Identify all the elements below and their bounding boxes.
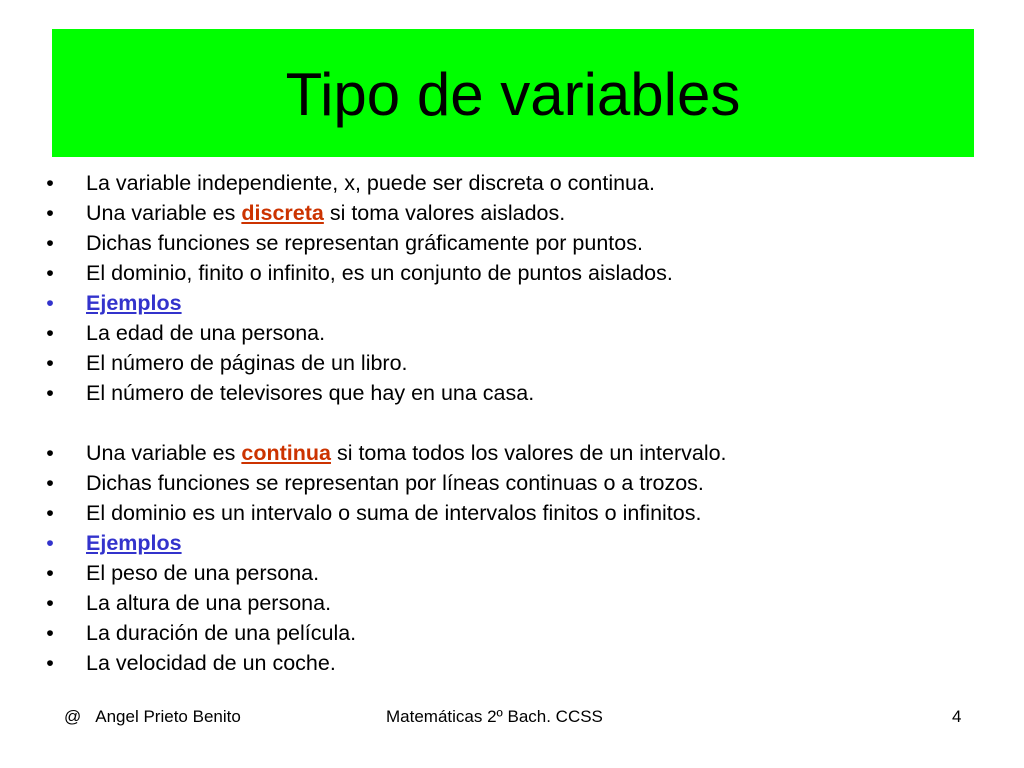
list-item <box>44 468 727 498</box>
bullet-text: La variable independiente, x, puede ser discreta o continua. <box>86 171 655 195</box>
bullet-icon: • <box>46 291 54 315</box>
bullet-icon: • <box>46 591 54 615</box>
list-item <box>44 198 727 228</box>
list-item <box>44 498 727 528</box>
bullet-icon: • <box>46 471 54 495</box>
bullet-icon: • <box>46 201 54 225</box>
list-item-examples <box>44 528 727 558</box>
bullet-icon: • <box>46 531 54 555</box>
list-item <box>44 168 727 198</box>
bullet-text: Una variable es <box>86 441 242 465</box>
bullet-icon: • <box>46 261 54 285</box>
page-number: 4 <box>952 707 962 726</box>
list-item <box>44 588 727 618</box>
bullet-text: El dominio es un intervalo o suma de intervalos finitos o infinitos. <box>86 501 702 525</box>
author-name: Angel Prieto Benito <box>95 707 241 726</box>
bullet-icon: • <box>46 561 54 585</box>
at-icon: @ <box>64 707 82 726</box>
examples-link[interactable]: Ejemplos <box>86 531 182 555</box>
term-discreta: discreta <box>241 201 324 225</box>
example-text: La duración de una película. <box>86 621 357 645</box>
examples-link[interactable]: Ejemplos <box>86 291 182 315</box>
bullet-text: Dichas funciones se representan por líneas continuas o a trozos. <box>86 471 704 495</box>
bullet-list <box>44 168 727 678</box>
list-item <box>44 378 727 408</box>
bullet-text: si toma valores aislados. <box>323 201 566 225</box>
example-text: La altura de una persona. <box>86 591 332 615</box>
footer-author <box>64 707 241 727</box>
bullet-icon: • <box>46 501 54 525</box>
list-item <box>44 348 727 378</box>
slide-title: Tipo de variables <box>285 61 741 128</box>
list-item <box>44 558 727 588</box>
bullet-icon: • <box>46 171 54 195</box>
list-item-examples <box>44 288 727 318</box>
list-item <box>44 228 727 258</box>
list-spacer <box>44 408 727 438</box>
example-text: El número de páginas de un libro. <box>86 351 408 375</box>
title-banner <box>52 29 974 157</box>
bullet-icon: • <box>46 621 54 645</box>
bullet-icon: • <box>46 651 54 675</box>
footer-course: Matemáticas 2º Bach. CCSS <box>386 707 603 726</box>
bullet-text: Dichas funciones se representan gráficamente por puntos. <box>86 231 643 255</box>
list-item <box>44 648 727 678</box>
list-item <box>44 438 727 468</box>
example-text: La velocidad de un coche. <box>86 651 336 675</box>
bullet-icon: • <box>46 231 54 255</box>
example-text: La edad de una persona. <box>86 321 326 345</box>
bullet-text: El dominio, finito o infinito, es un conjunto de puntos aislados. <box>86 261 673 285</box>
list-item <box>44 318 727 348</box>
bullet-icon: • <box>46 321 54 345</box>
term-continua: continua <box>241 441 331 465</box>
example-text: El peso de una persona. <box>86 561 320 585</box>
list-item <box>44 258 727 288</box>
bullet-icon: • <box>46 441 54 465</box>
bullet-text: Una variable es <box>86 201 242 225</box>
example-text: El número de televisores que hay en una casa. <box>86 381 535 405</box>
bullet-text: si toma todos los valores de un intervalo. <box>330 441 727 465</box>
bullet-icon: • <box>46 381 54 405</box>
list-item <box>44 618 727 648</box>
bullet-icon: • <box>46 351 54 375</box>
